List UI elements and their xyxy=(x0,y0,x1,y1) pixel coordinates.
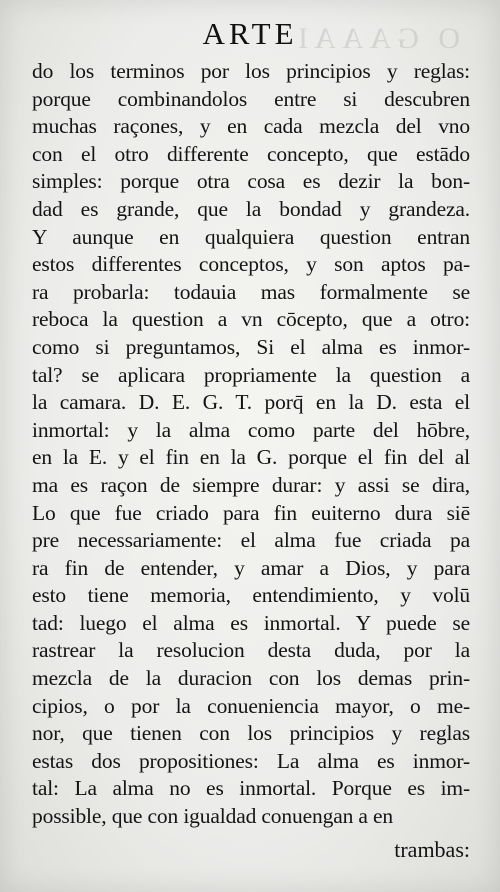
text-line: reboca la question a vn cōcepto, que a otro: xyxy=(32,307,470,332)
text-line: inmortal: y la alma como parte del hōbre, xyxy=(32,417,470,442)
text-line: rastrear la resolucion desta duda, por la xyxy=(32,638,470,663)
text-line: dad es grande, que la bondad y grandeza. xyxy=(32,196,470,221)
text-line: cipios, o por la conueniencia mayor, o me- xyxy=(32,693,470,718)
text-line: con el otro differente concepto, que estādo xyxy=(32,141,470,166)
text-line: muchas raçones, y en cada mezcla del vno xyxy=(32,114,470,139)
text-line: simples: porque otra cosa es dezir la bon- xyxy=(32,169,470,194)
text-line: Lo que fue criado para fin euiterno dura siē xyxy=(32,500,470,525)
text-line: como si preguntamos, Si el alma es inmor- xyxy=(32,334,470,359)
catchword: trambas: xyxy=(394,837,470,862)
text-line: ra probarla: todauia mas formalmente se xyxy=(32,279,470,304)
text-line: pre necessariamente: el alma fue criada pa xyxy=(32,528,470,553)
text-line: do los terminos por los principios y reglas: xyxy=(32,59,470,83)
text-line: mezcla de la duracion con los demas prin- xyxy=(32,666,470,691)
text-line: tal: La alma no es inmortal. Porque es im- xyxy=(32,776,470,801)
show-through-bleed: O GAAAI xyxy=(292,22,460,55)
text-line: esto tiene memoria, entendimiento, y volū xyxy=(32,583,470,608)
text-line: porque combinandolos entre si descubren xyxy=(32,86,470,111)
text-line: la camara. D. E. G. T. porq̄ en la D. esta el xyxy=(32,390,470,415)
text-line: Y aunque en qualquiera question entran xyxy=(32,224,470,249)
text-line: estos differentes conceptos, y son aptos pa- xyxy=(32,252,470,277)
text-line: en la E. y el fin en la G. porque el fin del al xyxy=(32,445,470,470)
text-line: nor, que tienen con los principios y reglas xyxy=(32,721,470,746)
text-line: ra fin de entender, y amar a Dios, y para xyxy=(32,555,470,580)
running-head: ARTE xyxy=(202,16,298,51)
text-line: estas dos propositiones: La alma es inmor- xyxy=(32,748,470,773)
body-text xyxy=(32,58,470,831)
text-line: possible, que con igualdad conuengan a en xyxy=(32,804,394,829)
text-line: tal? se aplicara propriamente la question a xyxy=(32,362,470,387)
text-line: tad: luego el alma es inmortal. Y puede se xyxy=(32,610,470,635)
text-line: ma es raçon de siempre durar: y assi se dira, xyxy=(32,472,470,497)
